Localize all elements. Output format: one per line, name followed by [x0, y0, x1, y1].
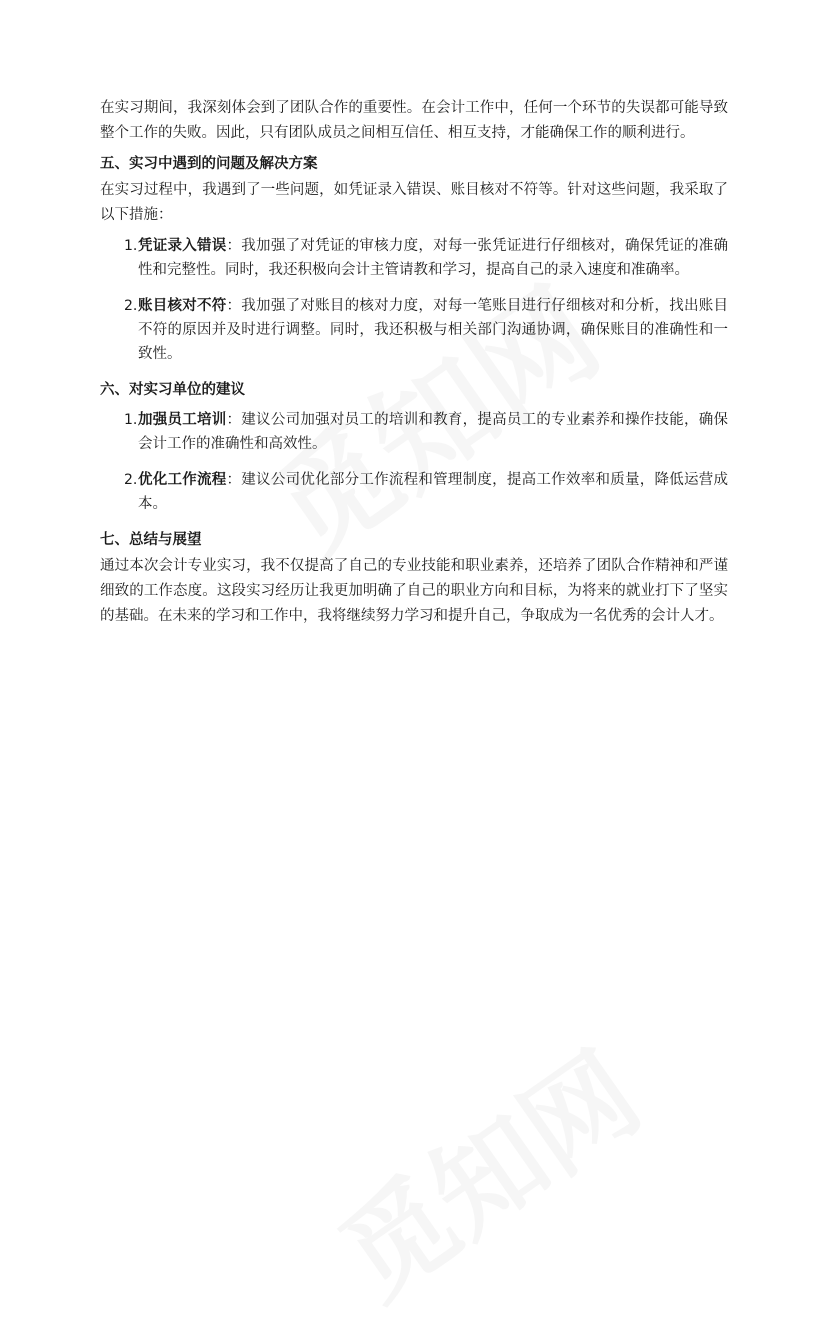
- list-item: [100, 294, 728, 366]
- list-item: [100, 408, 728, 456]
- document-page: [100, 96, 728, 633]
- section-6-heading: 六、对实习单位的建议: [100, 382, 245, 398]
- list-item-number: 2.: [124, 472, 138, 488]
- section-5-heading: 五、实习中遇到的问题及解决方案: [100, 156, 318, 172]
- list-item: [100, 468, 728, 516]
- list-item-title: 优化工作流程: [138, 472, 227, 488]
- list-item-text: ：建议公司优化部分工作流程和管理制度，提高工作效率和质量，降低运营成本。: [138, 472, 729, 512]
- section-6-list: [100, 408, 728, 516]
- list-item-text: ：我加强了对凭证的审核力度，对每一张凭证进行仔细核对，确保凭证的准确性和完整性。同时，我还积极向会计主管请教和学习，提高自己的录入速度和准确率。: [138, 238, 729, 278]
- list-item-number: 1.: [124, 412, 138, 428]
- watermark-bottom: [305, 1010, 666, 1328]
- list-item-title: 账目核对不符: [138, 298, 227, 314]
- list-item-title: 加强员工培训: [138, 412, 227, 428]
- section-5-paragraph: 在实习过程中，我遇到了一些问题，如凭证录入错误、账目核对不符等。针对这些问题，我采取了以下措施：: [100, 182, 728, 223]
- list-item-number: 1.: [124, 238, 138, 254]
- list-item-title: 凭证录入错误: [138, 238, 227, 254]
- list-item-text: ：我加强了对账目的核对力度，对每一笔账目进行仔细核对和分析，找出账目不符的原因并及时进行调整。同时，我还积极与相关部门沟通协调，确保账目的准确性和一致性。: [138, 298, 729, 362]
- intro-paragraph: 在实习期间，我深刻体会到了团队合作的重要性。在会计工作中，任何一个环节的失误都可能导致整个工作的失败。因此，只有团队成员之间相互信任、相互支持，才能确保工作的顺利进行。: [100, 100, 728, 141]
- section-5-list: [100, 234, 728, 366]
- section-7-heading: 七、总结与展望: [100, 532, 202, 548]
- list-item-text: ：建议公司加强对员工的培训和教育，提高员工的专业素养和操作技能，确保会计工作的准确性和高效性。: [138, 412, 729, 452]
- list-item-number: 2.: [124, 298, 138, 314]
- section-7-paragraph: 通过本次会计专业实习，我不仅提高了自己的专业技能和职业素养，还培养了团队合作精神和严谨细致的工作态度。这段实习经历让我更加明确了自己的职业方向和目标，为将来的就业打下了坚实的基础。在未来的学习和工作中，我将继续努力学习和提升自己，争取成为一名优秀的会计人才。: [100, 558, 728, 624]
- list-item: [100, 234, 728, 282]
